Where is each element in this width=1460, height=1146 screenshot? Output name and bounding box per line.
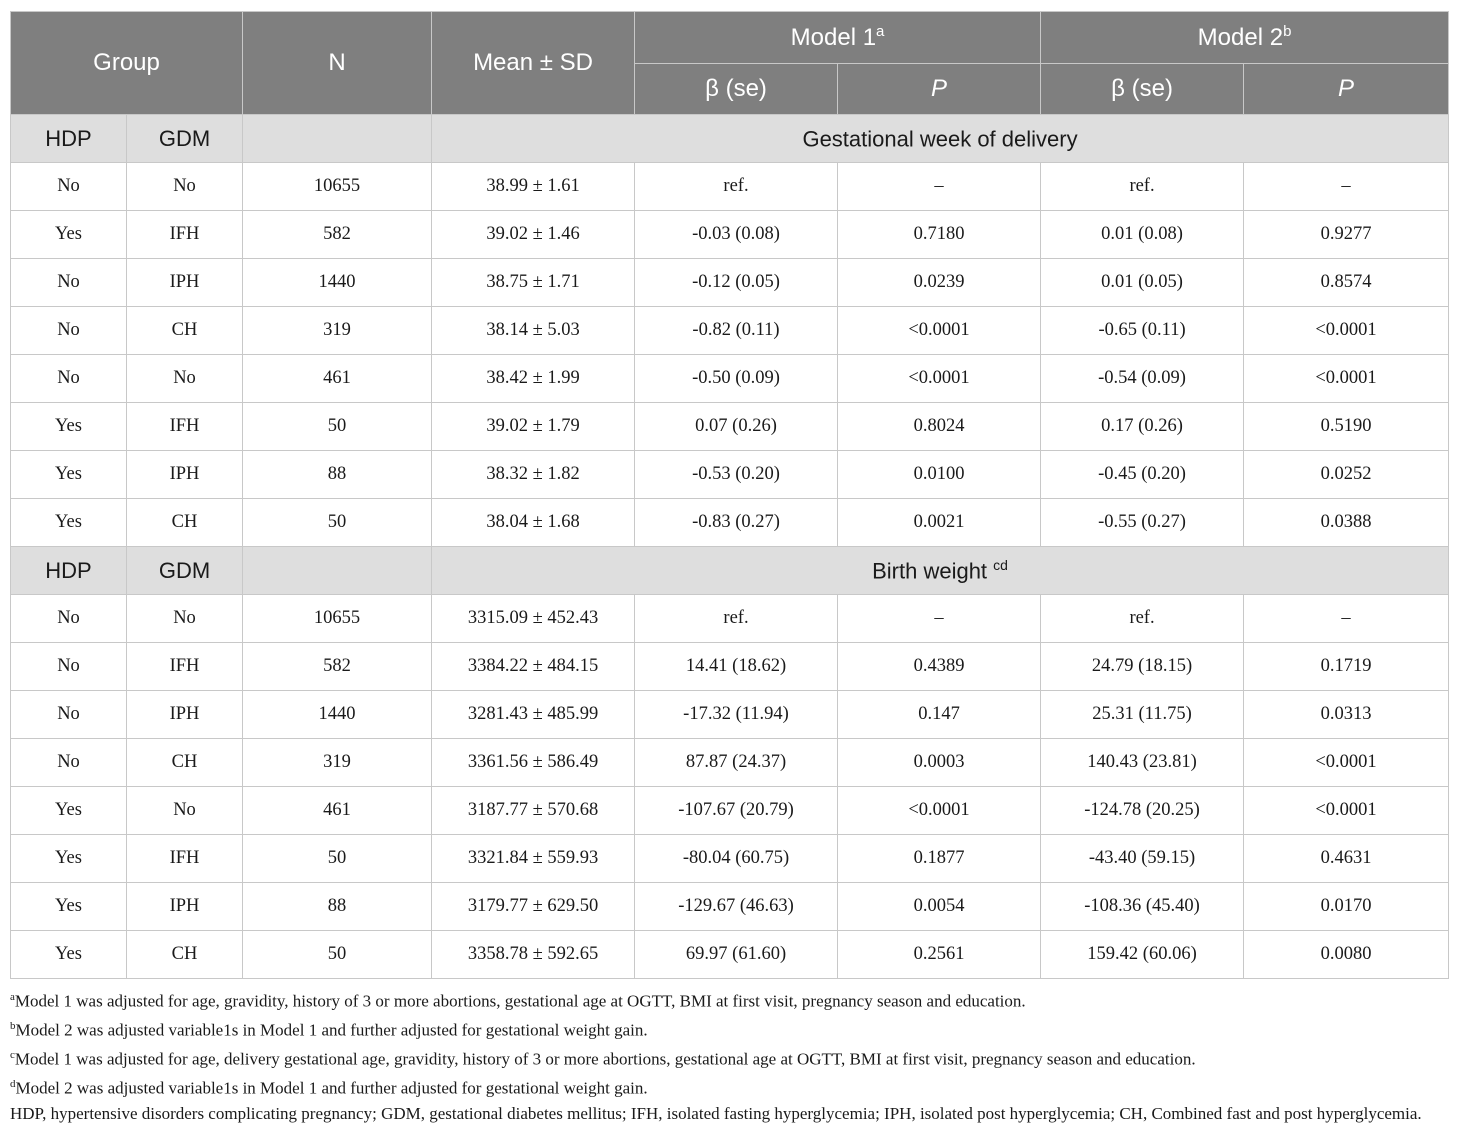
table-row bbox=[11, 787, 1449, 835]
table-cell: 0.17 (0.26) bbox=[1041, 403, 1244, 451]
table-cell: 38.04 ± 1.68 bbox=[432, 499, 635, 547]
table-cell: -0.55 (0.27) bbox=[1041, 499, 1244, 547]
table-cell: -0.50 (0.09) bbox=[635, 355, 838, 403]
table-cell: – bbox=[838, 163, 1041, 211]
table-cell: -0.83 (0.27) bbox=[635, 499, 838, 547]
header-model1-sup: a bbox=[876, 23, 885, 40]
table-cell: 461 bbox=[243, 787, 432, 835]
header-n: N bbox=[243, 12, 432, 115]
table-body bbox=[11, 115, 1449, 979]
results-table-container bbox=[10, 11, 1448, 1126]
table-row bbox=[11, 595, 1449, 643]
table-cell: 140.43 (23.81) bbox=[1041, 739, 1244, 787]
table-cell: -0.65 (0.11) bbox=[1041, 307, 1244, 355]
table-cell: <0.0001 bbox=[838, 787, 1041, 835]
footnote bbox=[10, 1043, 1448, 1072]
footnote-mark: a bbox=[10, 991, 15, 1003]
table-cell: IFH bbox=[127, 403, 243, 451]
table-cell: No bbox=[11, 355, 127, 403]
table-cell: 0.0003 bbox=[838, 739, 1041, 787]
table-row bbox=[11, 163, 1449, 211]
table-row bbox=[11, 307, 1449, 355]
table-cell: 25.31 (11.75) bbox=[1041, 691, 1244, 739]
table-cell: 0.0100 bbox=[838, 451, 1041, 499]
table-cell: IPH bbox=[127, 259, 243, 307]
table-cell: Yes bbox=[11, 451, 127, 499]
footnote-text: Model 1 was adjusted for age, delivery gestational age, gravidity, history of 3 or more abortions, gestational age at OGTT, BMI at first visit, pregnancy season and education. bbox=[14, 1049, 1196, 1069]
table-cell: Yes bbox=[11, 931, 127, 979]
table-cell: 0.0170 bbox=[1244, 883, 1449, 931]
footnote-mark: c bbox=[10, 1049, 15, 1062]
table-cell: 0.0388 bbox=[1244, 499, 1449, 547]
table-cell: IFH bbox=[127, 211, 243, 259]
table-cell: 10655 bbox=[243, 595, 432, 643]
table-cell: 0.8024 bbox=[838, 403, 1041, 451]
table-cell: – bbox=[1244, 163, 1449, 211]
table-cell: <0.0001 bbox=[1244, 355, 1449, 403]
table-cell: 3179.77 ± 629.50 bbox=[432, 883, 635, 931]
table-cell: IPH bbox=[127, 883, 243, 931]
results-table bbox=[10, 11, 1449, 979]
table-cell: 38.75 ± 1.71 bbox=[432, 259, 635, 307]
table-cell: <0.0001 bbox=[1244, 787, 1449, 835]
table-cell: Yes bbox=[11, 403, 127, 451]
table-cell: No bbox=[11, 259, 127, 307]
footnote-text: Model 2 was adjusted variable1s in Model 1 and further adjusted for gestational weight gain. bbox=[15, 1020, 648, 1040]
footnote bbox=[10, 985, 1448, 1014]
table-cell: No bbox=[11, 307, 127, 355]
table-cell: 3187.77 ± 570.68 bbox=[432, 787, 635, 835]
table-cell: Yes bbox=[11, 883, 127, 931]
table-row bbox=[11, 355, 1449, 403]
table-cell: 0.01 (0.05) bbox=[1041, 259, 1244, 307]
footnote bbox=[10, 1102, 1448, 1127]
table-cell: -129.67 (46.63) bbox=[635, 883, 838, 931]
table-cell: IPH bbox=[127, 691, 243, 739]
table-cell: CH bbox=[127, 739, 243, 787]
table-cell: -0.12 (0.05) bbox=[635, 259, 838, 307]
table-cell: <0.0001 bbox=[1244, 307, 1449, 355]
header-model1 bbox=[635, 12, 1041, 64]
table-cell: 50 bbox=[243, 931, 432, 979]
table-cell: 0.0080 bbox=[1244, 931, 1449, 979]
header-model1-label: Model 1 bbox=[790, 24, 877, 51]
table-cell: 88 bbox=[243, 451, 432, 499]
table-cell: -0.03 (0.08) bbox=[635, 211, 838, 259]
table-cell: -108.36 (45.40) bbox=[1041, 883, 1244, 931]
table-cell: 3384.22 ± 484.15 bbox=[432, 643, 635, 691]
section-blank-cell bbox=[243, 547, 432, 595]
header-mean-sd: Mean ± SD bbox=[432, 12, 635, 115]
table-row bbox=[11, 451, 1449, 499]
table-cell: 1440 bbox=[243, 259, 432, 307]
table-cell: 1440 bbox=[243, 691, 432, 739]
table-cell: 0.0252 bbox=[1244, 451, 1449, 499]
footnotes bbox=[10, 985, 1448, 1126]
table-cell: Yes bbox=[11, 211, 127, 259]
section-title bbox=[432, 547, 1449, 595]
table-cell: IFH bbox=[127, 835, 243, 883]
table-cell: CH bbox=[127, 931, 243, 979]
footnote bbox=[10, 1014, 1448, 1043]
table-cell: 0.4389 bbox=[838, 643, 1041, 691]
section-col-hdp: HDP bbox=[11, 115, 127, 163]
section-col-gdm: GDM bbox=[127, 115, 243, 163]
table-cell: 0.0021 bbox=[838, 499, 1041, 547]
table-cell: IFH bbox=[127, 643, 243, 691]
table-cell: 50 bbox=[243, 835, 432, 883]
table-cell: 319 bbox=[243, 307, 432, 355]
table-cell: <0.0001 bbox=[1244, 739, 1449, 787]
table-cell: 0.0239 bbox=[838, 259, 1041, 307]
table-cell: 3315.09 ± 452.43 bbox=[432, 595, 635, 643]
header-model2-sup: b bbox=[1283, 23, 1292, 40]
table-cell: 0.5190 bbox=[1244, 403, 1449, 451]
table-cell: -107.67 (20.79) bbox=[635, 787, 838, 835]
table-cell: 461 bbox=[243, 355, 432, 403]
table-cell: 50 bbox=[243, 499, 432, 547]
table-cell: 39.02 ± 1.79 bbox=[432, 403, 635, 451]
table-cell: – bbox=[838, 595, 1041, 643]
section-title bbox=[432, 115, 1449, 163]
table-cell: No bbox=[127, 595, 243, 643]
section-title-text: Gestational week of delivery bbox=[802, 126, 1078, 152]
table-cell: -17.32 (11.94) bbox=[635, 691, 838, 739]
table-cell: ref. bbox=[635, 163, 838, 211]
table-cell: No bbox=[11, 739, 127, 787]
table-cell: 0.1719 bbox=[1244, 643, 1449, 691]
table-cell: No bbox=[11, 691, 127, 739]
table-cell: 0.0054 bbox=[838, 883, 1041, 931]
footnote-text: Model 2 was adjusted variable1s in Model 1 and further adjusted for gestational weight gain. bbox=[15, 1079, 648, 1099]
table-row bbox=[11, 211, 1449, 259]
section-header-row bbox=[11, 115, 1449, 163]
table-cell: No bbox=[127, 355, 243, 403]
header-model1-p: P bbox=[838, 64, 1041, 115]
table-cell: 0.01 (0.08) bbox=[1041, 211, 1244, 259]
header-model2-p: P bbox=[1244, 64, 1449, 115]
table-cell: 24.79 (18.15) bbox=[1041, 643, 1244, 691]
footnote bbox=[10, 1072, 1448, 1101]
section-col-gdm: GDM bbox=[127, 547, 243, 595]
table-cell: IPH bbox=[127, 451, 243, 499]
table-cell: 319 bbox=[243, 739, 432, 787]
footnote-text: Model 1 was adjusted for age, gravidity, history of 3 or more abortions, gestational age at OGTT, BMI at first visit, pregnancy season and education. bbox=[14, 991, 1026, 1011]
table-cell: ref. bbox=[1041, 595, 1244, 643]
section-header-row bbox=[11, 547, 1449, 595]
table-row bbox=[11, 739, 1449, 787]
table-cell: 38.32 ± 1.82 bbox=[432, 451, 635, 499]
table-cell: -0.82 (0.11) bbox=[635, 307, 838, 355]
table-cell: -0.53 (0.20) bbox=[635, 451, 838, 499]
section-title-text: Birth weight bbox=[872, 558, 994, 584]
table-cell: 3281.43 ± 485.99 bbox=[432, 691, 635, 739]
table-cell: CH bbox=[127, 499, 243, 547]
table-cell: -124.78 (20.25) bbox=[1041, 787, 1244, 835]
table-cell: – bbox=[1244, 595, 1449, 643]
table-cell: 38.14 ± 5.03 bbox=[432, 307, 635, 355]
table-cell: 88 bbox=[243, 883, 432, 931]
table-cell: -0.54 (0.09) bbox=[1041, 355, 1244, 403]
table-cell: 0.8574 bbox=[1244, 259, 1449, 307]
table-cell: No bbox=[127, 787, 243, 835]
header-group: Group bbox=[11, 12, 243, 115]
table-cell: Yes bbox=[11, 499, 127, 547]
table-cell: 38.99 ± 1.61 bbox=[432, 163, 635, 211]
table-row bbox=[11, 883, 1449, 931]
table-cell: 3358.78 ± 592.65 bbox=[432, 931, 635, 979]
table-cell: 87.87 (24.37) bbox=[635, 739, 838, 787]
table-cell: 0.07 (0.26) bbox=[635, 403, 838, 451]
table-row bbox=[11, 643, 1449, 691]
footnote-mark: b bbox=[10, 1020, 16, 1033]
table-row bbox=[11, 403, 1449, 451]
table-row bbox=[11, 499, 1449, 547]
header-model2-beta: β (se) bbox=[1041, 64, 1244, 115]
table-cell: -80.04 (60.75) bbox=[635, 835, 838, 883]
table-cell: -0.45 (0.20) bbox=[1041, 451, 1244, 499]
table-cell: No bbox=[11, 643, 127, 691]
header-model1-beta: β (se) bbox=[635, 64, 838, 115]
table-row bbox=[11, 691, 1449, 739]
table-cell: 0.0313 bbox=[1244, 691, 1449, 739]
table-cell: 3321.84 ± 559.93 bbox=[432, 835, 635, 883]
table-cell: 0.7180 bbox=[838, 211, 1041, 259]
footnote-text: HDP, hypertensive disorders complicating pregnancy; GDM, gestational diabetes mellitus; IFH, isolated fasting hyperglycemia; IPH, isolated post hyperglycemia; CH, Combined fast and post hyperglycemia. bbox=[10, 1103, 1422, 1123]
table-cell: <0.0001 bbox=[838, 307, 1041, 355]
table-cell: No bbox=[11, 595, 127, 643]
table-cell: <0.0001 bbox=[838, 355, 1041, 403]
table-cell: 0.147 bbox=[838, 691, 1041, 739]
table-cell: 69.97 (61.60) bbox=[635, 931, 838, 979]
section-title-sup: cd bbox=[993, 556, 1008, 573]
table-cell: 159.42 (60.06) bbox=[1041, 931, 1244, 979]
table-cell: 10655 bbox=[243, 163, 432, 211]
section-col-hdp: HDP bbox=[11, 547, 127, 595]
table-row bbox=[11, 259, 1449, 307]
footnote-mark: d bbox=[10, 1078, 16, 1091]
table-cell: -43.40 (59.15) bbox=[1041, 835, 1244, 883]
table-cell: 14.41 (18.62) bbox=[635, 643, 838, 691]
table-cell: 38.42 ± 1.99 bbox=[432, 355, 635, 403]
table-cell: Yes bbox=[11, 787, 127, 835]
table-cell: CH bbox=[127, 307, 243, 355]
table-cell: No bbox=[11, 163, 127, 211]
section-blank-cell bbox=[243, 115, 432, 163]
table-cell: No bbox=[127, 163, 243, 211]
table-cell: 0.2561 bbox=[838, 931, 1041, 979]
table-cell: 0.9277 bbox=[1244, 211, 1449, 259]
header-model2-label: Model 2 bbox=[1197, 24, 1284, 51]
table-cell: Yes bbox=[11, 835, 127, 883]
table-cell: 39.02 ± 1.46 bbox=[432, 211, 635, 259]
table-cell: 3361.56 ± 586.49 bbox=[432, 739, 635, 787]
table-cell: 582 bbox=[243, 643, 432, 691]
table-cell: 0.4631 bbox=[1244, 835, 1449, 883]
table-cell: ref. bbox=[635, 595, 838, 643]
table-row bbox=[11, 931, 1449, 979]
table-cell: 582 bbox=[243, 211, 432, 259]
header-model2 bbox=[1041, 12, 1449, 64]
table-cell: ref. bbox=[1041, 163, 1244, 211]
table-cell: 50 bbox=[243, 403, 432, 451]
table-cell: 0.1877 bbox=[838, 835, 1041, 883]
table-row bbox=[11, 835, 1449, 883]
